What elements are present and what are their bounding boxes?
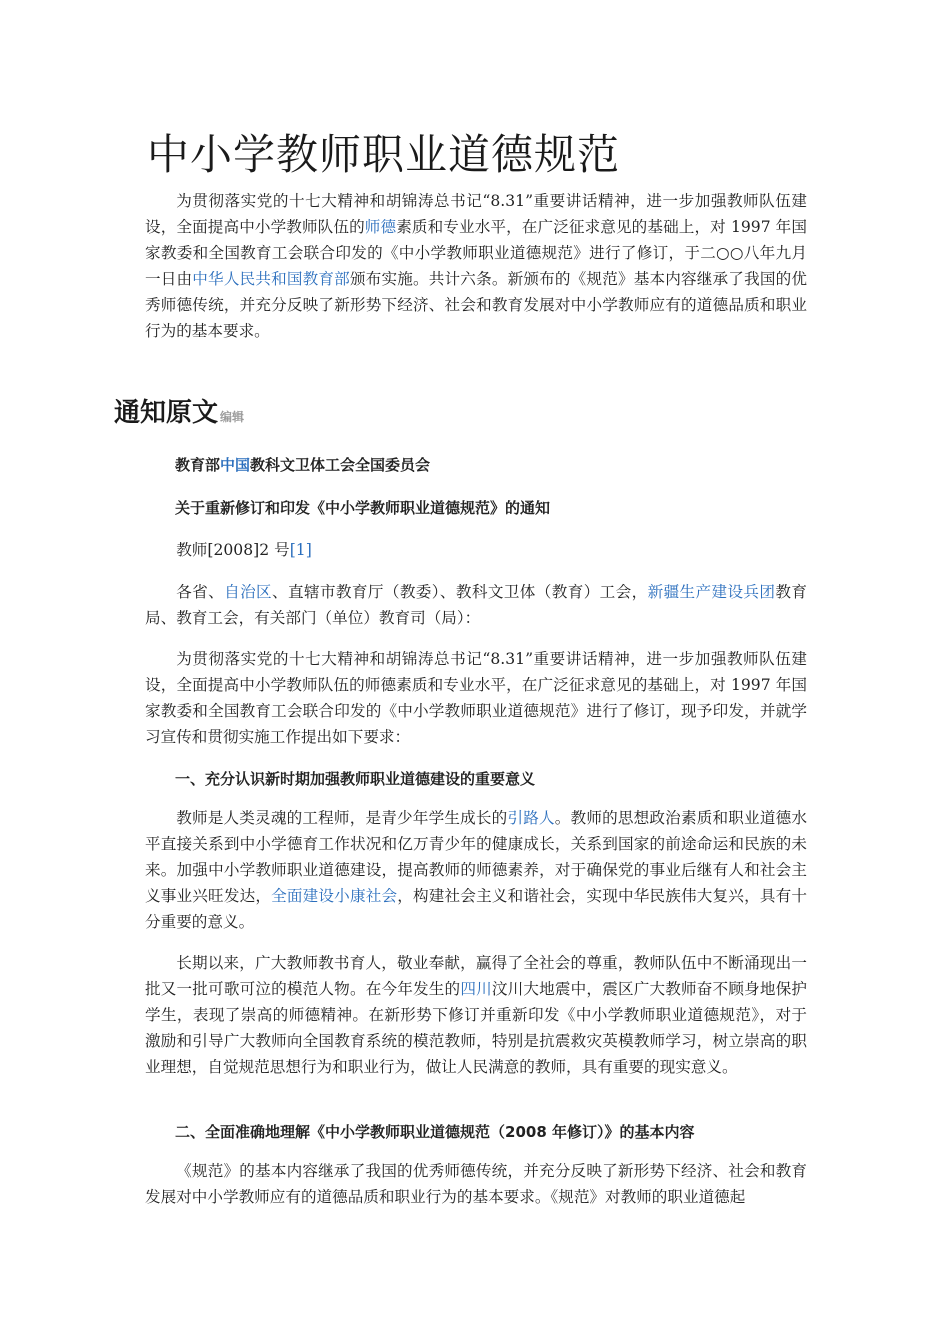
link-xinjiang-corps[interactable]: 新疆生产建设兵团 <box>647 583 776 601</box>
heading-two: 二、全面准确地理解《中小学教师职业道德规范（2008 年修订）》的基本内容 <box>175 1123 695 1141</box>
link-guide[interactable]: 引路人 <box>507 809 555 827</box>
section-heading <box>114 392 244 429</box>
intro-paragraph <box>145 188 807 344</box>
intro-text-1: 为贯彻落实党的十七大精神和胡锦涛总书记“8.31”重要讲话精神，进一步加强教师队伍建设，全面提高中小学教师队伍的 <box>145 192 807 236</box>
document-number <box>145 537 807 563</box>
addressees <box>145 579 807 631</box>
intro-text-3: 颁布实施。共计六条。新颁布的《规范》基本内容继承了我国的优秀师德传统，并充分反映了新形势下经济、社会和教育发展对中小学教师应有的道德品质和职业行为的基本要求。 <box>145 270 807 340</box>
addr-text-1: 各省、 <box>176 583 225 601</box>
reference-link[interactable]: [1] <box>289 541 312 559</box>
p2-text-2: 汶川大地震中，震区广大教师奋不顾身地保护学生，表现了崇高的师德精神。在新形势下修订并重新印发《中小学教师职业道德规范》，对于激励和引导广大教师向全国教育系统的模范教师，特别是抗震救灾英模教师学习，树立崇高的职业理想，自觉规范思想行为和职业行为，做让人民满意的教师，具有重要的现实意义。 <box>145 980 807 1076</box>
page-title: 中小学教师职业道德规范 <box>147 130 621 179</box>
p1-text-2: 。教师的思想政治素质和职业道德水平直接关系到中小学德育工作状况和亿万青少年的健康成长，关系到国家的前途命运和民族的未来。加强中小学教师职业道德建设，提高教师的师德素养，对于确保党的事业后继有人和社会主义事业兴旺发达， <box>145 809 807 905</box>
link-china[interactable]: 中国 <box>220 456 251 474</box>
docno-text: 教师[2008]2 号 <box>176 541 290 559</box>
paragraph-three: 《规范》的基本内容继承了我国的优秀师德传统，并充分反映了新形势下经济、社会和教育发展对中小学教师应有的道德品质和职业行为的基本要求。《规范》对教师的职业道德起 <box>145 1162 807 1206</box>
p1-text-3: ，构建社会主义和谐社会，实现中华民族伟大复兴，具有十分重要的意义。 <box>145 887 807 931</box>
paragraph-one <box>145 805 807 935</box>
heading-one: 一、充分认识新时期加强教师职业道德建设的重要意义 <box>175 770 536 788</box>
intro-text-2: 素质和专业水平，在广泛征求意见的基础上，对 1997 年国家教委和全国教育工会联合印发的《中小学教师职业道德规范》进行了修订，于二○○八年九月一日由 <box>145 218 807 288</box>
link-autonomous-region[interactable]: 自治区 <box>224 583 273 601</box>
issuer-prefix: 教育部 <box>175 456 221 474</box>
issuer-suffix: 教科文卫体工会全国委员会 <box>250 456 431 474</box>
addr-text-3: 教育局、教育工会，有关部门（单位）教育司（局）： <box>145 583 807 627</box>
notice-body-paragraph: 为贯彻落实党的十七大精神和胡锦涛总书记“8.31”重要讲话精神，进一步加强教师队伍建设，全面提高中小学教师队伍的师德素质和专业水平，在广泛征求意见的基础上，对 1997 年国家教委和全国教育工会联合印发的《中小学教师职业道德规范》进行了修订，现予印发，并就学习宣传和贯彻实施工作提出如下要求： <box>145 650 807 746</box>
p1-text-1: 教师是人类灵魂的工程师，是青少年学生成长的 <box>176 809 508 827</box>
edit-link[interactable]: 编辑 <box>220 410 245 424</box>
paragraph-two <box>145 950 807 1080</box>
notice-subject: 关于重新修订和印发《中小学教师职业道德规范》的通知 <box>175 499 551 517</box>
p2-text-1: 长期以来，广大教师教书育人，敬业奉献，赢得了全社会的尊重，教师队伍中不断涌现出一批又一批可歌可泣的模范人物。在今年发生的 <box>145 954 807 998</box>
link-sichuan[interactable]: 四川 <box>460 980 492 998</box>
notice-issuer <box>145 452 807 478</box>
link-ministry-of-education[interactable]: 中华人民共和国教育部 <box>192 270 350 288</box>
addr-text-2: 、直辖市教育厅（教委）、教科文卫体（教育）工会， <box>272 583 648 601</box>
link-shide[interactable]: 师德 <box>364 218 397 236</box>
link-xiaokang[interactable]: 全面建设小康社会 <box>271 887 398 905</box>
section-title: 通知原文 <box>114 398 219 428</box>
